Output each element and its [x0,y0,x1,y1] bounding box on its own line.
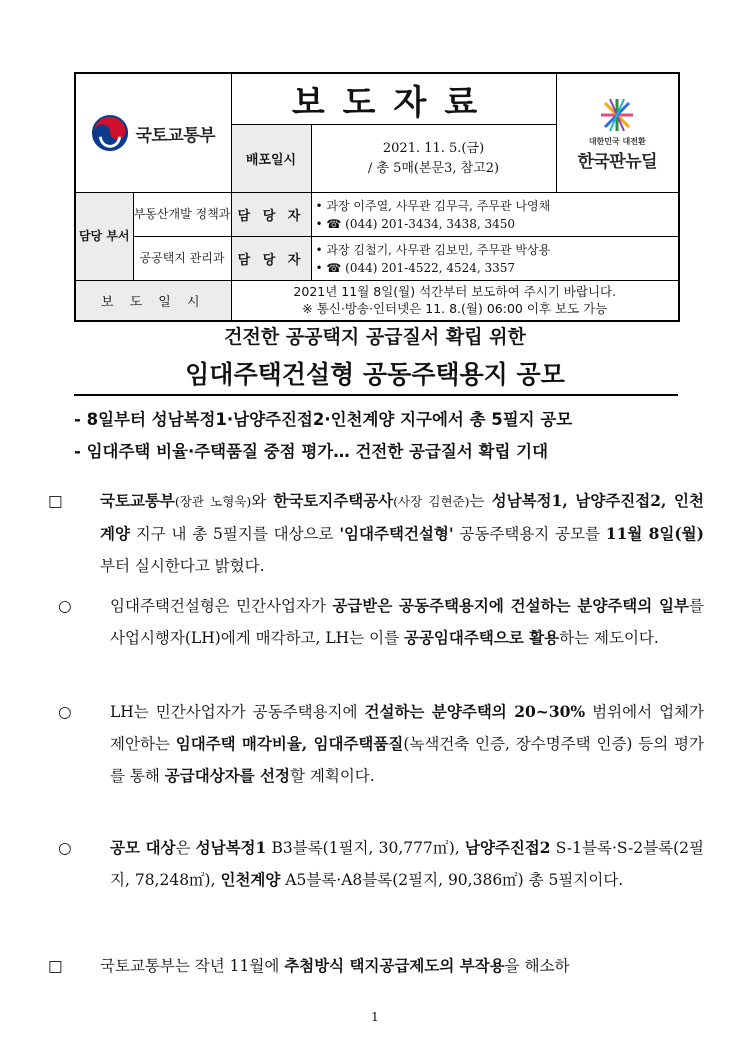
ministry-logo-cell [75,73,231,193]
department-name: 공공택지 관리과 [133,237,231,281]
body-paragraph-4 [58,832,704,896]
contact-phone: • ☎ (044) 201-3434, 3438, 3450 [315,216,516,231]
page-number: 1 [371,1010,379,1024]
contact-info [311,193,679,237]
text-run: (사장 김현준) [393,494,470,509]
circle-bullet-icon: ○ [58,597,72,615]
circle-bullet-icon: ○ [58,839,72,857]
main-headline: 임대주택건설형 공동주택용지 공모 [185,360,565,389]
new-deal-subtitle: 대한민국 대전환 [588,136,646,146]
text-run: A5블록·A8블록(2필지, 90,386㎡) 총 5필지이다. [280,871,624,889]
text-run: 임대주택 매각비율, 임대주택품질 [175,734,404,753]
text-run: 한국토지주택공사 [273,491,394,510]
taegeuk-emblem-icon [91,114,129,152]
text-run: 를 사업시행자(LH)에게 매각하고, LH는 이를 [110,597,704,647]
text-run: 국토교통부 [100,491,175,510]
text-run: 국토교통부는 작년 11월에 [100,957,285,975]
text-run: S-1블록·S-2블록(2필지, 78,248㎡), [110,839,704,889]
distribution-label: 배포일시 [231,125,311,193]
text-run: 와 [251,492,274,510]
text-run: 할 계획이다. [289,767,375,785]
text-run: 인천계양 [220,870,281,889]
headline-divider [74,394,678,396]
release-line-1: 2021년 11월 8일(월) 석간부터 보도하여 주시기 바랍니다. [293,284,617,300]
text-run: 은 [175,839,196,857]
body-paragraph-2 [58,590,704,654]
text-run: 을 해소하 [504,957,570,975]
text-run: 성남복정1 [195,838,267,857]
sub-headline: 건전한 공공택지 공급질서 확립 위한 [224,326,526,348]
release-info [231,281,679,321]
contact-label: 담 당 자 [231,237,311,281]
text-run: 지구 내 총 5필지를 대상으로 [129,525,340,543]
text-run: 공공임대주택으로 활용 [403,628,560,647]
press-release-header-table [74,72,680,322]
summary-line-2: - 임대주택 비율·주택품질 중점 평가… 건전한 공급질서 확립 기대 [74,442,549,461]
new-deal-logo-text: 한국판뉴딜 [577,151,658,172]
document-title: 보도자료 [231,73,556,125]
summary-line-1: - 8일부터 성남복정1·남양주진접2·인천계양 지구에서 총 5필지 공모 [74,410,573,429]
text-run: 성남복정1, 남양주진접2, 인천계양 [100,491,704,543]
circle-bullet-icon: ○ [58,703,72,721]
text-run: 임대주택건설형은 민간사업자가 [110,597,333,615]
body-paragraph-1 [48,485,704,582]
contact-staff: • 과장 김철기, 사무관 김보민, 주무관 박상용 [315,242,551,257]
body-paragraph-3 [58,696,704,792]
contact-label: 담 당 자 [231,193,311,237]
contact-phone: • ☎ (044) 201-4522, 4524, 3357 [315,260,516,275]
distribution-info [311,125,556,193]
text-run: 추첨방식 택지공급제도의 부작용 [284,956,505,975]
korea-new-deal-logo-cell [556,73,679,193]
square-bullet-icon: □ [48,957,63,975]
text-run: (녹색건축 인증, 장수명주택 인증) 등의 평가를 통해 [110,735,704,785]
square-bullet-icon: □ [48,492,63,510]
contact-staff: • 과장 이주열, 사무관 김무극, 주무관 나영채 [315,198,551,213]
text-run: 공급받은 공동주택용지에 건설하는 분양주택의 일부 [332,596,690,615]
text-run: 남양주진접2 [464,838,551,857]
text-run: 공급대상자를 선정 [164,766,290,785]
contact-info [311,237,679,281]
text-run: 부터 실시한다고 밝혔다. [100,557,265,575]
new-deal-star-icon [597,95,637,135]
text-run: 공모 대상 [110,838,176,857]
distribution-date: 2021. 11. 5.(금) [382,140,485,156]
ministry-logo-text: 국토교통부 [135,125,216,146]
text-run: B3블록(1필지, 30,777㎡), [266,839,465,857]
text-run: 공동주택용지 공모를 [453,525,606,543]
text-run: 11월 8일(월) [605,524,704,543]
text-run: 는 [469,492,492,510]
text-run: 범위에서 업체가 제안하는 [110,703,704,753]
text-run: '임대주택건설형' [339,524,454,543]
text-run: 하는 제도이다. [559,629,659,647]
department-label: 담당 부서 [75,193,133,281]
distribution-pages: / 총 5매(본문3, 참고2) [367,160,500,176]
department-name: 부동산개발 정책과 [133,193,231,237]
body-paragraph-5 [48,950,704,982]
release-label: 보 도 일 시 [75,281,231,321]
release-line-2: ※ 통신·방송·인터넷은 11. 8.(월) 06:00 이후 보도 가능 [302,301,608,317]
text-run: 건설하는 분양주택의 20~30% [364,702,586,721]
text-run: LH는 민간사업자가 공동주택용지에 [110,703,365,721]
text-run: (장관 노형욱) [174,494,252,509]
